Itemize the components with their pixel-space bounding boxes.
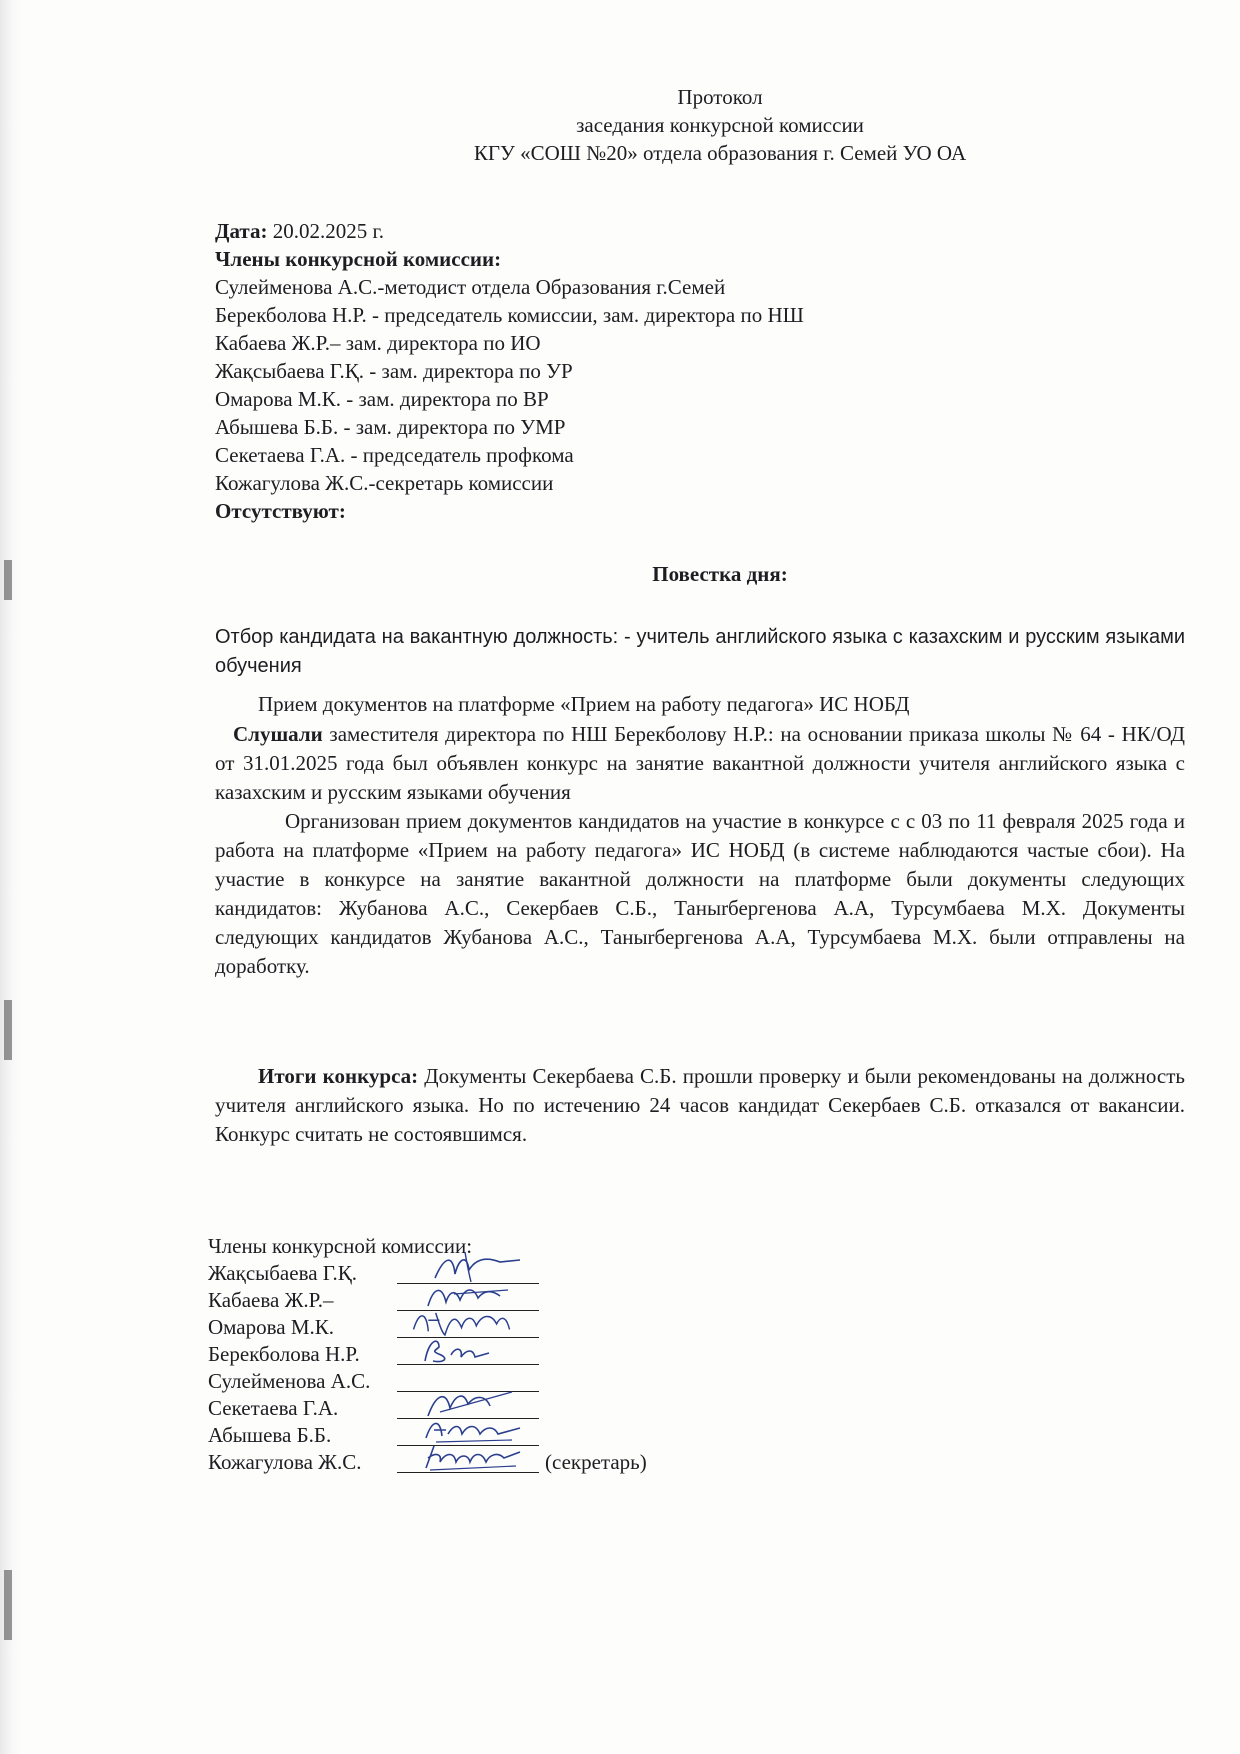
member-item: Омарова М.К. - зам. директора по ВР (215, 387, 549, 411)
date-value: 20.02.2025 г. (267, 219, 384, 243)
hearing-text: заместителя директора по НШ Берекболову Н.Р.: на основании приказа школы № 64 - НК/ОД от 31.01.2025 года был объявлен конкурс на занятие вакантной должности учителя английского языка с казахским и русским языками обучения (215, 722, 1185, 804)
signature-row (208, 1259, 398, 1287)
organized-paragraph: Организован прием документов кандидатов на участие в конкурсе с с 03 по 11 февраля 2025 года и работа на платформе «Прием на работу педагога» ИС НОБД (в системе наблюдаются частые сбои). На участие в конкурсе на занятие вакантной должности на платформе были документы следующих кандидатов: Жубанова А.С., Секербаев С.Б., Таныrбергенова А.А, Турсумбаева М.Х. Документы следующих кандидатов Жубанова А.С., Таныrбергенова А.А, Турсумбаева М.Х. были отправлены на доработку. (215, 809, 1185, 978)
results-text: Документы Секербаева С.Б. прошли проверку и были рекомендованы на должность учителя английского языка. Но по истечению 24 часов кандидат Секербаев С.Б. отказался от вакансии. Конкурс считать не состоявшимся. (215, 1064, 1185, 1146)
scan-edge-shadow (0, 0, 22, 1754)
member-item: Кабаева Ж.Р.– зам. директора по ИО (215, 331, 541, 355)
signatures-heading: Члены конкурсной комиссии: (208, 1234, 473, 1258)
member-item: Секетаева Г.А. - председатель профкома (215, 443, 574, 467)
signature-row (208, 1421, 398, 1449)
hearing-paragraph (215, 720, 1185, 807)
member-item: Сулейменова А.С.-методист отдела Образования г.Семей (215, 275, 726, 299)
agenda-item: Отбор кандидата на вакантную должность: - учитель английского языка с казахским и русским языками обучения (215, 626, 1185, 677)
secretary-note: (секретарь) (545, 1450, 647, 1474)
signer-name: Секетаева Г.А. (208, 1396, 339, 1420)
agenda-title: Повестка дня: (652, 562, 788, 586)
scan-artifact (4, 1000, 12, 1060)
results-paragraph (215, 1062, 1185, 1149)
member-item: Абышева Б.Б. - зам. директора по УМР (215, 415, 566, 439)
signature-row (208, 1367, 398, 1395)
signer-name: Берекболова Н.Р. (208, 1342, 360, 1366)
date-label: Дата: (215, 219, 268, 243)
handwritten-signature (420, 1440, 530, 1474)
agenda-platform: Прием документов на платформе «Прием на работу педагога» ИС НОБД (258, 692, 910, 716)
signer-name: Жақсыбаева Г.Қ. (208, 1261, 358, 1285)
member-item: Берекболова Н.Р. - председатель комиссии, зам. директора по НШ (215, 303, 804, 327)
signer-name: Кабаева Ж.Р.– (208, 1288, 334, 1312)
results-label: Итоги конкурса: (258, 1064, 419, 1088)
signer-name: Абышева Б.Б. (208, 1423, 332, 1447)
signature-row (208, 1286, 398, 1314)
absent-label: Отсутствуют: (215, 499, 346, 523)
signature-row (208, 1448, 398, 1476)
handwritten-signature (425, 1250, 545, 1284)
member-item: Кожагулова Ж.С.-секретарь комиссии (215, 471, 554, 495)
document-subtitle: заседания конкурсной комиссии (576, 113, 864, 137)
signature-row (208, 1394, 398, 1422)
hearing-label: Слушали (233, 722, 323, 746)
signature-row (208, 1340, 398, 1368)
signer-name: Сулейменова А.С. (208, 1369, 371, 1393)
handwritten-signature (415, 1333, 535, 1367)
scan-artifact (4, 1570, 12, 1640)
signer-name: Омарова М.К. (208, 1315, 335, 1339)
members-heading: Члены конкурсной комиссии: (215, 247, 502, 271)
scan-artifact (4, 560, 12, 600)
date-line (215, 217, 384, 245)
signature-row (208, 1313, 398, 1341)
organization-name: КГУ «СОШ №20» отдела образования г. Семей УО ОА (473, 141, 967, 165)
member-item: Жақсыбаева Г.Қ. - зам. директора по УР (215, 359, 573, 383)
document-title: Протокол (677, 85, 763, 109)
signer-name: Кожагулова Ж.С. (208, 1450, 362, 1474)
